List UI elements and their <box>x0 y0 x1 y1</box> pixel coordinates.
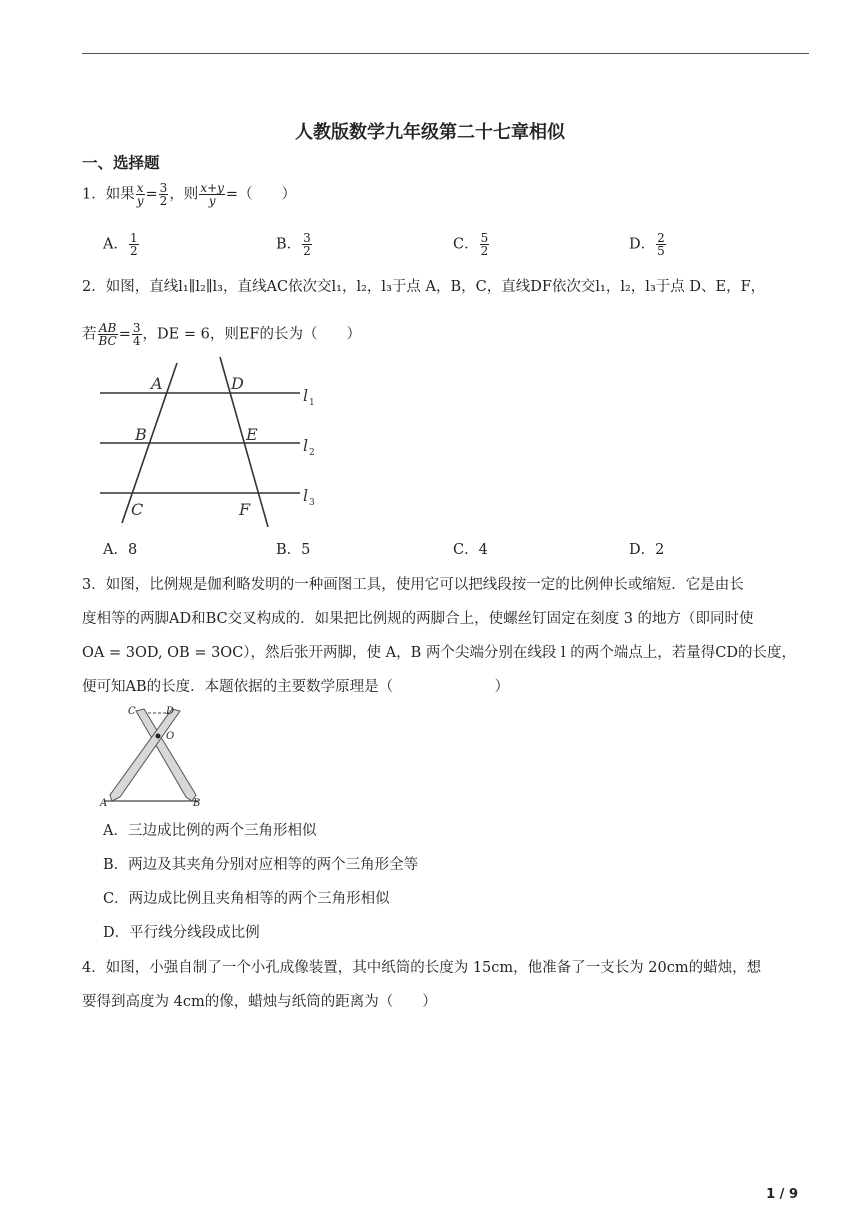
compass-label-d: D <box>166 706 175 717</box>
header-rule <box>82 53 809 54</box>
parallel-lines-figure <box>95 355 325 535</box>
svg-text:1: 1 <box>309 398 315 408</box>
question-4-line-1: 4．如图，小强自制了一个小孔成像装置，其中纸筒的长度为 15cm，他准备了一支长为 20cm的蜡烛，想 <box>82 960 762 976</box>
label-b: B <box>135 425 147 444</box>
compass-label-c: C <box>128 706 136 717</box>
page-number: 1 / 9 <box>766 1187 798 1202</box>
q1-option-c[interactable]: C． $\frac{5}{2}$ <box>453 231 489 258</box>
question-3-line-4: 便可知AB的长度．本题依据的主要数学原理是（ ） <box>82 679 510 695</box>
q2-option-b[interactable]: B．5 <box>276 542 311 558</box>
svg-text:3: 3 <box>309 498 315 508</box>
svg-text:2: 2 <box>309 448 315 458</box>
question-1: 1．如果 $\frac{x}{y}$ = $\frac{3}{2}$ ，则 $\frac{x+y}{y}$ =（ ） <box>82 181 297 208</box>
question-3-line-2: 度相等的两脚AD和BC交叉构成的．如果把比例规的两脚合上，使螺丝钉固定在刻度 3 的地方（即同时使 <box>82 611 754 627</box>
label-c: C <box>131 500 144 519</box>
label-l3: l <box>303 486 309 505</box>
q1-option-a[interactable]: A． $\frac{1}{2}$ <box>103 231 138 258</box>
label-l2: l <box>303 436 309 455</box>
document-title: 人教版数学九年级第二十七章相似 <box>295 122 565 143</box>
compass-label-o: O <box>166 731 175 742</box>
label-a: A <box>151 374 163 393</box>
q2-option-d[interactable]: D．2 <box>629 542 665 558</box>
q3-option-a[interactable]: A．三边成比例的两个三角形相似 <box>103 823 317 839</box>
q2-option-c[interactable]: C．4 <box>453 542 488 558</box>
label-f: F <box>239 500 251 519</box>
section-heading: 一、选择题 <box>82 154 160 172</box>
q3-option-b[interactable]: B．两边及其夹角分别对应相等的两个三角形全等 <box>103 857 419 873</box>
compass-label-a: A <box>100 798 108 808</box>
q3-option-c[interactable]: C．两边成比例且夹角相等的两个三角形相似 <box>103 891 390 907</box>
label-d: D <box>231 374 244 393</box>
question-3-line-1: 3．如图，比例规是伽利略发明的一种画图工具，使用它可以把线段按一定的比例伸长或缩短．它是由长 <box>82 577 744 593</box>
question-2-line-1: 2．如图，直线l₁∥l₂∥l₃，直线AC依次交l₁，l₂，l₃于点 A，B，C，直线DF依次交l₁，l₂，l₃于点 D、E，F， <box>82 279 766 295</box>
label-e: E <box>246 425 258 444</box>
q1-option-b[interactable]: B． $\frac{3}{2}$ <box>276 231 311 258</box>
q3-option-d[interactable]: D．平行线分线段成比例 <box>103 925 260 941</box>
question-2-line-2: 若 $\frac{AB}{BC}$ = $\frac{3}{4}$ ，DE = 6，则EF的长为（ ） <box>82 321 361 348</box>
proportional-compass-figure <box>98 703 218 808</box>
compass-label-b: B <box>193 798 201 808</box>
question-4-line-2: 要得到高度为 4cm的像，蜡烛与纸筒的距离为（ ） <box>82 994 437 1010</box>
q2-option-a[interactable]: A．8 <box>103 542 138 558</box>
label-l1: l <box>303 386 309 405</box>
question-3-line-3: OA = 3OD, OB = 3OC），然后张开两脚，使 A，B 两个尖端分别在线段 l 的两个端点上，若量得CD的长度， <box>82 645 796 661</box>
q1-option-d[interactable]: D． $\frac{2}{5}$ <box>629 231 665 258</box>
